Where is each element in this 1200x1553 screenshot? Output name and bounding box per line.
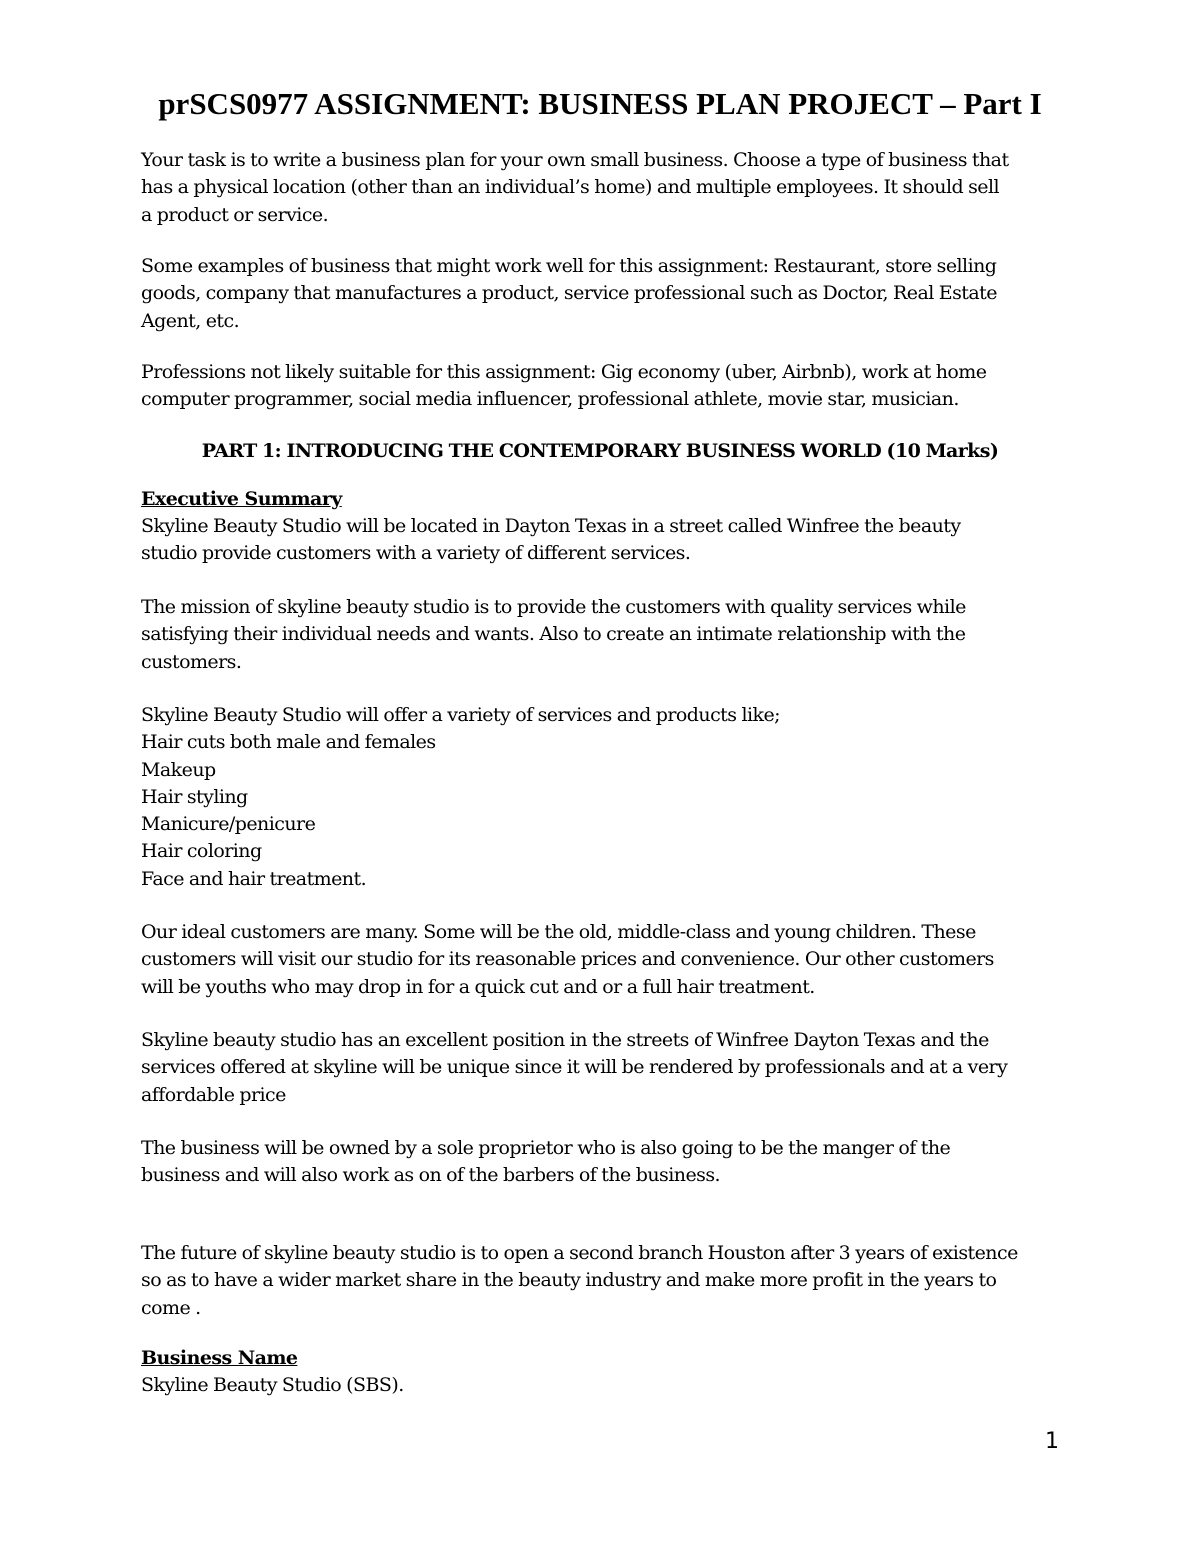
future-paragraph [141,1240,1071,1322]
paragraph-line: a product or service. [141,203,329,226]
executive-summary-heading: Executive Summary [141,488,342,510]
paragraph-line: services offered at skyline will be unique since it will be rendered by professionals and at a very [141,1056,1008,1079]
paragraph-line: The future of skyline beauty studio is to open a second branch Houston after 3 years of existence [141,1242,1018,1264]
paragraph-line: Agent, etc. [141,309,240,332]
paragraph-line: satisfying their individual needs and wants. Also to create an intimate relationship with the [141,623,966,646]
task-paragraph [141,147,1071,229]
examples-paragraph [141,253,1071,335]
paragraph-line: Skyline Beauty Studio (SBS). [141,1374,404,1396]
ownership-paragraph [141,1135,1071,1190]
part-heading: PART 1: INTRODUCING THE CONTEMPORARY BUSINESS WORLD (10 Marks) [201,440,999,462]
paragraph-line: Professions not likely suitable for this assignment: Gig economy (uber, Airbnb), work at home [141,361,987,383]
paragraph-line: affordable price [141,1083,286,1106]
list-item: Hair coloring [141,840,262,863]
business-name-heading: Business Name [141,1347,298,1369]
paragraph-line: customers will visit our studio for its reasonable prices and convenience. Our other customers [141,948,994,971]
paragraph-line: come . [141,1296,201,1319]
paragraph-line: computer programmer, social media influencer, professional athlete, movie star, musician. [141,388,959,411]
paragraph-line: The business will be owned by a sole proprietor who is also going to be the manger of the [141,1137,951,1159]
list-item: Hair cuts both male and females [141,731,436,754]
paragraph-line: has a physical location (other than an individual’s home) and multiple employees. It should sell [141,176,1000,199]
services-intro: Skyline Beauty Studio will offer a variety of services and products like; [141,704,781,726]
list-item: Hair styling [141,785,248,808]
mission-paragraph [141,594,1071,676]
customers-paragraph [141,919,1071,1001]
paragraph-line: customers. [141,650,242,673]
page-number: 1 [1045,1429,1059,1454]
location-paragraph [141,513,1071,568]
paragraph-line: Skyline beauty studio has an excellent position in the streets of Winfree Dayton Texas and the [141,1029,989,1051]
paragraph-line: so as to have a wider market share in the beauty industry and make more profit in the years to [141,1269,997,1292]
list-item: Makeup [141,758,216,781]
document-title: prSCS0977 ASSIGNMENT: BUSINESS PLAN PROJECT – Part I [158,86,1042,121]
paragraph-line: Our ideal customers are many. Some will be the old, middle-class and young children. These [141,921,976,943]
paragraph-line: business and will also work as on of the barbers of the business. [141,1164,721,1187]
paragraph-line: studio provide customers with a variety of different services. [141,542,691,565]
unsuitable-paragraph [141,359,1071,414]
paragraph-line: The mission of skyline beauty studio is to provide the customers with quality services while [141,596,966,618]
list-item: Face and hair treatment. [141,867,367,890]
list-item: Manicure/penicure [141,813,316,836]
paragraph-line: goods, company that manufactures a product, service professional such as Doctor, Real Estate [141,282,997,305]
position-paragraph [141,1027,1071,1109]
services-list [141,702,1071,893]
paragraph-line: Skyline Beauty Studio will be located in Dayton Texas in a street called Winfree the beauty [141,515,961,537]
paragraph-line: will be youths who may drop in for a quick cut and or a full hair treatment. [141,975,815,998]
business-name-value [141,1372,1071,1399]
paragraph-line: Some examples of business that might work well for this assignment: Restaurant, store selling [141,255,997,277]
paragraph-line: Your task is to write a business plan for your own small business. Choose a type of business that [141,149,1009,171]
